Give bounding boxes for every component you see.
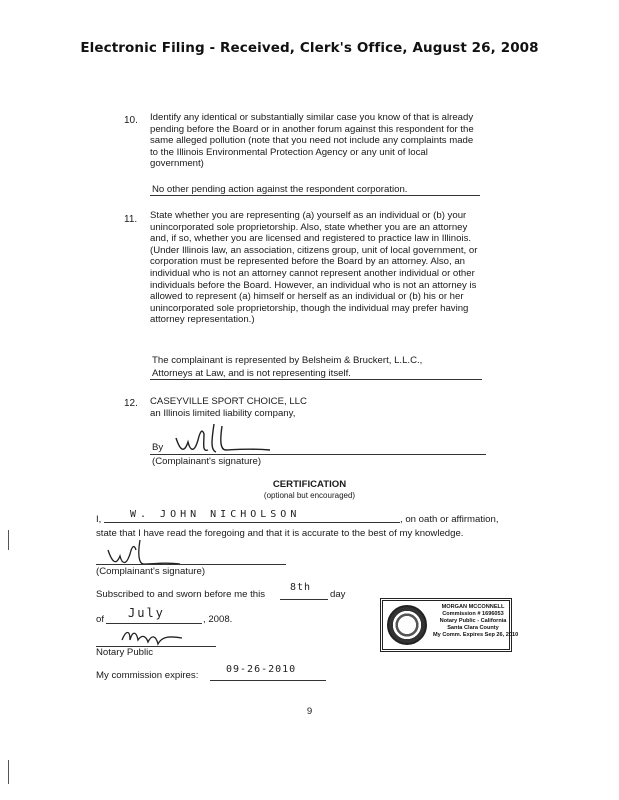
certification-subtitle: (optional but encouraged)	[263, 491, 356, 500]
item-11-text: State whether you are representing (a) yourself as an individual or (b) your unincorporated sole proprietorship. Also, state whether you are an attorney and, if so, whether you are licensed and registered to practice law in Illinois. (Under Illinois law, an association, citizens group, unit of local government, or corporation must be represented before the Board by an attorney. Also, an individual who is not an attorney cannot represent another individual or other individuals before the Board. However, an individual who is not an attorney is allowed to represent (a) himself or herself as an individual or (b) his or her unincorporated sole proprietorship, though the individual may prefer having attorney representation.)	[150, 210, 478, 326]
day-label: day	[330, 589, 346, 600]
stamp-expires: My Comm. Expires Sep 26, 2010	[433, 632, 519, 638]
item-10-answer: No other pending action against the respondent corporation.	[152, 184, 408, 195]
subscribed-text: Subscribed to and sworn before me this	[96, 589, 266, 600]
company-description: an Illinois limited liability company,	[150, 408, 296, 419]
name-line	[104, 522, 400, 523]
item-10-text: Identify any identical or substantially similar case you know of that is already pending before the Board or in another forum against this respondent for the same alleged pollution (note that you need not include any complaints made to the Illinois Environmental Protection Agency or any unit of local government)	[150, 112, 474, 170]
certification-i-label: I,	[96, 514, 102, 525]
page-number: 9	[306, 706, 313, 717]
scan-margin-mark	[8, 760, 9, 784]
signature-line-2	[96, 564, 286, 565]
complainant-signature-1	[170, 420, 280, 460]
stamp-name: MORGAN MCCONNELL	[441, 604, 505, 610]
handwritten-month: July	[128, 606, 165, 620]
item-11-answer-line	[150, 379, 482, 380]
signature-caption-2: (Complainant's signature)	[96, 566, 206, 577]
oath-text: , on oath or affirmation,	[400, 514, 499, 525]
item-11-answer-line1: The complainant is represented by Belsheim & Bruckert, L.L.C.,	[152, 355, 423, 366]
item-11-number: 11.	[124, 214, 138, 225]
stamp-commission: Commission # 1696053	[442, 611, 504, 617]
notary-stamp	[380, 598, 519, 652]
commission-date-line	[210, 680, 326, 681]
handwritten-day: 8th	[290, 582, 312, 593]
stamp-title: Notary Public - California	[439, 618, 507, 624]
item-10-answer-line	[150, 195, 480, 196]
certification-statement: state that I have read the foregoing and that it is accurate to the best of my knowledge.	[96, 528, 464, 539]
scan-margin-mark	[8, 530, 9, 550]
notary-seal-icon	[387, 605, 427, 645]
year-text: , 2008.	[203, 614, 233, 625]
handwritten-name: W. JOHN NICHOLSON	[130, 509, 301, 520]
item-12-number: 12.	[124, 398, 138, 409]
filing-header: Electronic Filing - Received, Clerk's Office, August 26, 2008	[80, 40, 539, 56]
commission-label: My commission expires:	[96, 670, 199, 681]
of-label: of	[96, 614, 105, 625]
certification-title: CERTIFICATION	[272, 479, 347, 490]
by-label: By	[152, 442, 164, 453]
signature-caption-1: (Complainant's signature)	[152, 456, 262, 467]
item-11-answer-line2: Attorneys at Law, and is not representing itself.	[152, 368, 351, 379]
company-name: CASEYVILLE SPORT CHOICE, LLC	[150, 396, 307, 407]
notary-public-label: Notary Public	[96, 647, 154, 658]
stamp-text-block	[433, 604, 519, 639]
item-10-number: 10.	[124, 115, 138, 126]
day-line	[280, 599, 328, 600]
handwritten-commission-date: 09-26-2010	[226, 664, 297, 675]
stamp-county: Santa Clara County	[447, 625, 499, 631]
